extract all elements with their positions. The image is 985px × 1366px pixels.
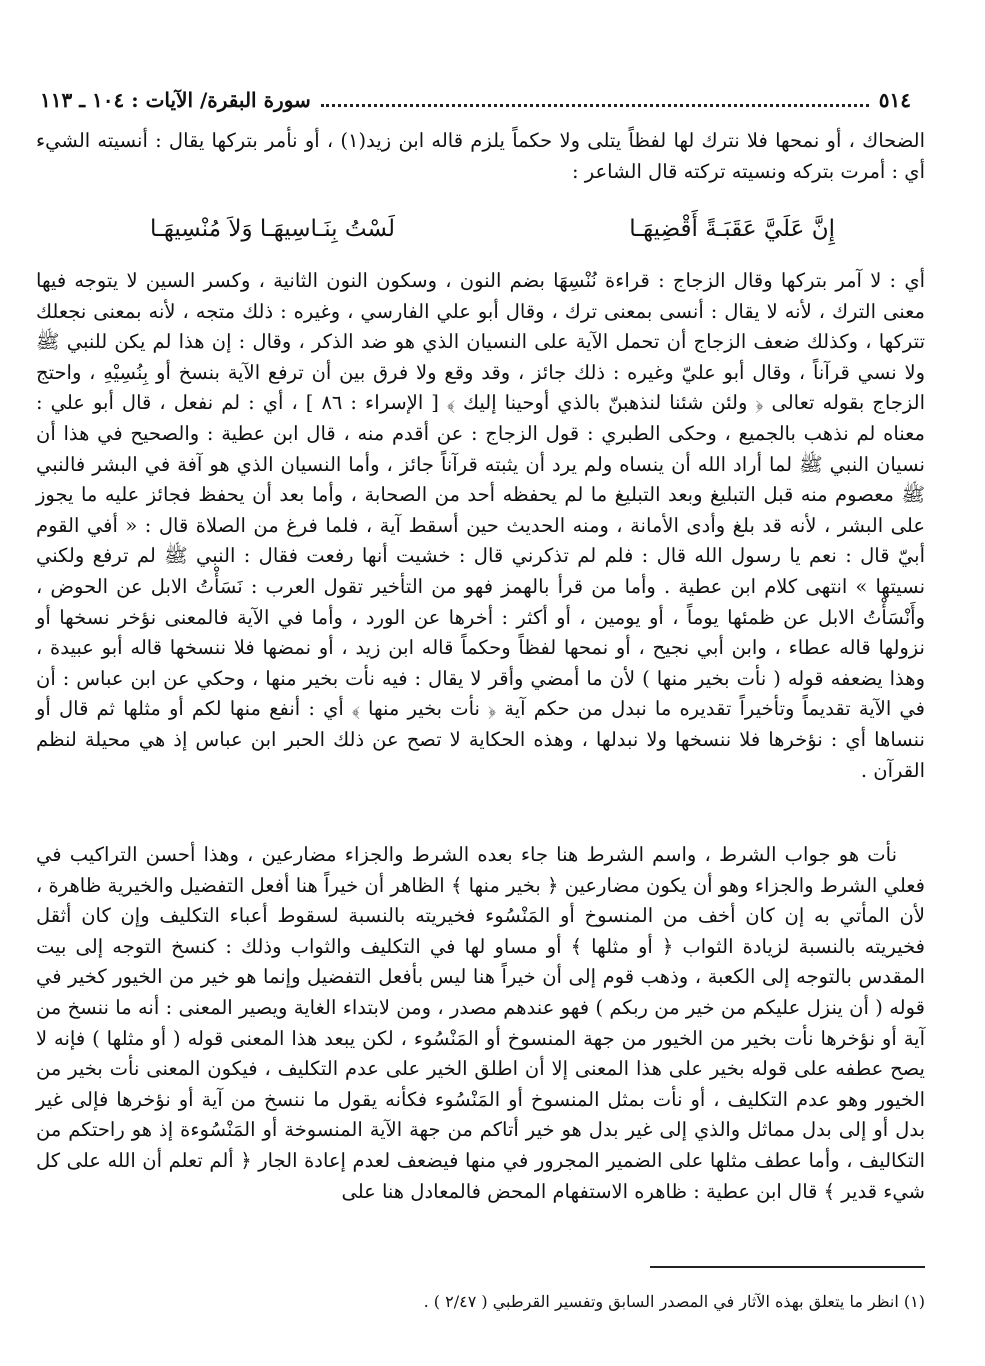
footnote: (١) انظر ما يتعلق بهذه الآثار في المصدر السابق وتفسير القرطبي ( ٢/٤٧ ) .: [423, 1292, 925, 1311]
body-paragraph-2: أي : لا آمر بتركها وقال الزجاج : قراءة نُنْسِهَا بضم النون ، وسكون النون الثانية ، وكسر السين لا يتوجه فيها معنى الترك ، لأنه لا يقال : أنسى بمعنى ترك ، وقال أبو علي الفارسي ، وغيره : ذلك متجه ، لأنه بمعنى نجعلك تتركها ، وكذلك ضعف الزجاج أن تحمل الآية على النسيان الذي هو ضد الذكر ، وقال : إن هذا لم يكن للنبي ﷺ ولا نسي قرآناً ، وقال أبو عليّ وغيره : ذلك جائز ، وقد وقع ولا فرق بين أن ترفع الآية بنسخ أو بِنُسِيْهِ ، واحتج الزجاج بقوله تعالى ﴿ ولئن شئنا لنذهبنّ بالذي أوحينا إليك ﴾ [ الإسراء : ٨٦ ] ، أي : لم نفعل ، قال أبو علي : معناه لم نذهب بالجميع ، وحكى الطبري : قول الزجاج : عن أقدم منه ، قال ابن عطية : والصحيح في هذا أن نسيان النبي ﷺ لما أراد الله أن ينساه ولم يرد أن يثبته قرآناً جائز ، وأما النسيان الذي هو آفة في البشر فالنبي ﷺ معصوم منه قبل التبليغ وبعد التبليغ ما لم يحفظه أحد من الصحابة ، وأما بعد أن يحفظ فجائز عليه ما يجوز على البشر ، لأنه قد بلغ وأدى الأمانة ، ومنه الحديث حين أسقط آية ، فلما فرغ من الصلاة قال : « أفي القوم أبيّ قال : نعم يا رسول الله قال : فلم لم تذكرني قال : خشيت أنها رفعت فقال : النبي ﷺ لم ترفع ولكني نسيتها » انتهى كلام ابن عطية . وأما من قرأ بالهمز فهو من التأخير تقول العرب : نَسَأْتُ الابل عن الحوض ، وأَنْسَأْتُ الابل عن ظمئها يوماً ، أو يومين ، أو أكثر : أخرها عن الورد ، وأما في الآية فالمعنى نؤخر نسخها أو نزولها قاله عطاء ، وابن أبي نجيح ، أو نمحها لفظاً وحكماً قاله ابن زيد ، أو نمضها فلا ننسخها قاله أبو عبيدة ، وهذا يضعفه قوله ( نأت بخير منها ) لأن ما أمضي وأقر لا يقال : فيه نأت بخير منها ، وحكي عن ابن عباس : أن في الآية تقديماً وتأخيراً تقديره ما نبدل من حكم آية ﴿ نأت بخير منها ﴾ أي : أنفع منها لكم أو مثلها ثم قال أو ننساها أي : نؤخرها فلا ننسخها ولا نبدلها ، وهذه الحكاية لا تصح عن ذلك الحبر ابن عباس إذ هي محيلة لنظم القرآن .: [36, 269, 925, 782]
poetry-verse: [150, 212, 835, 246]
header-dot-leader: [321, 102, 869, 107]
body-paragraph-1: الضحاك ، أو نمحها فلا نترك لها لفظاً يتلى ولا حكماً يلزم قاله ابن زيد(١) ، أو نأمر بتركها يقال : أنسيته الشيء أي : أمرت بتركه ونسيته تركته قال الشاعر :: [36, 129, 926, 183]
verse-hemistich-left: لَسْتُ بِنَـاسِيهَـا وَلاَ مُنْسِيهَـا: [150, 216, 395, 242]
verse-hemistich-right: إِنَّ عَلَيَّ عَقَبَـةً أَقْضِيهَـا: [629, 216, 835, 242]
page-number: ٥١٤: [878, 88, 911, 112]
footnote-separator: [650, 1266, 925, 1268]
body-paragraph-3: نأت هو جواب الشرط ، واسم الشرط هنا جاء بعده الشرط والجزاء مضارعين ، وهذا أحسن التراكيب في فعلي الشرط والجزاء وهو أن يكون مضارعين ﴿ بخير منها ﴾ الظاهر أن خيراً هنا أفعل التفضيل والخيرية ظاهرة ، لأن المأتي به إن كان أخف من المنسوخ أو المَنْسُوء فخيريته بالنسبة لسقوط أعباء التكليف وإن كان أثقل فخيريته بالنسبة لزيادة الثواب ﴿ أو مثلها ﴾ أو مساو لها في التكليف والثواب وذلك : كنسخ التوجه إلى بيت المقدس بالتوجه إلى الكعبة ، وذهب قوم إلى أن خيراً هنا ليس بأفعل التفضيل وإنما هو خير من الخيور كخير في قوله ( أن ينزل عليكم من خير من ربكم ) فهو عندهم مصدر ، ومن لابتداء الغاية ويصير المعنى : أنه ما ننسخ من آية أو نؤخرها نأت بخير من الخيور من جهة المنسوخ أو المَنْسُوء ، لكن يبعد هذا المعنى قوله ( أو مثلها ) فإنه لا يصح عطفه على قوله بخير على هذا المعنى إلا أن اطلق الخير على عدم التكليف ، فيكون المعنى نأت بخير من الخيور وهو عدم التكليف ، أو نأت بمثل المنسوخ أو المَنْسُوء فكأنه يقول ما ننسخ من آية أو نؤخرها فإلى غير بدل أو إلى بدل مماثل والذي إلى غير بدل هو خير أتاكم من جهة الآية المنسوخة أو المَنْسُوءة إذ هو راحتكم من التكاليف ، وأما عطف مثلها على الضمير المجرور في منها فيضعف لعدم إعادة الجار ﴿ ألم تعلم أن الله على كل شيء قدير ﴾ قال ابن عطية : ظاهره الاستفهام المحض فالمعادل هنا على: [36, 843, 925, 1203]
page-header: [40, 84, 911, 116]
running-title: سورة البقرة/ الآيات : ١٠٤ ـ ١١٣: [40, 88, 311, 112]
